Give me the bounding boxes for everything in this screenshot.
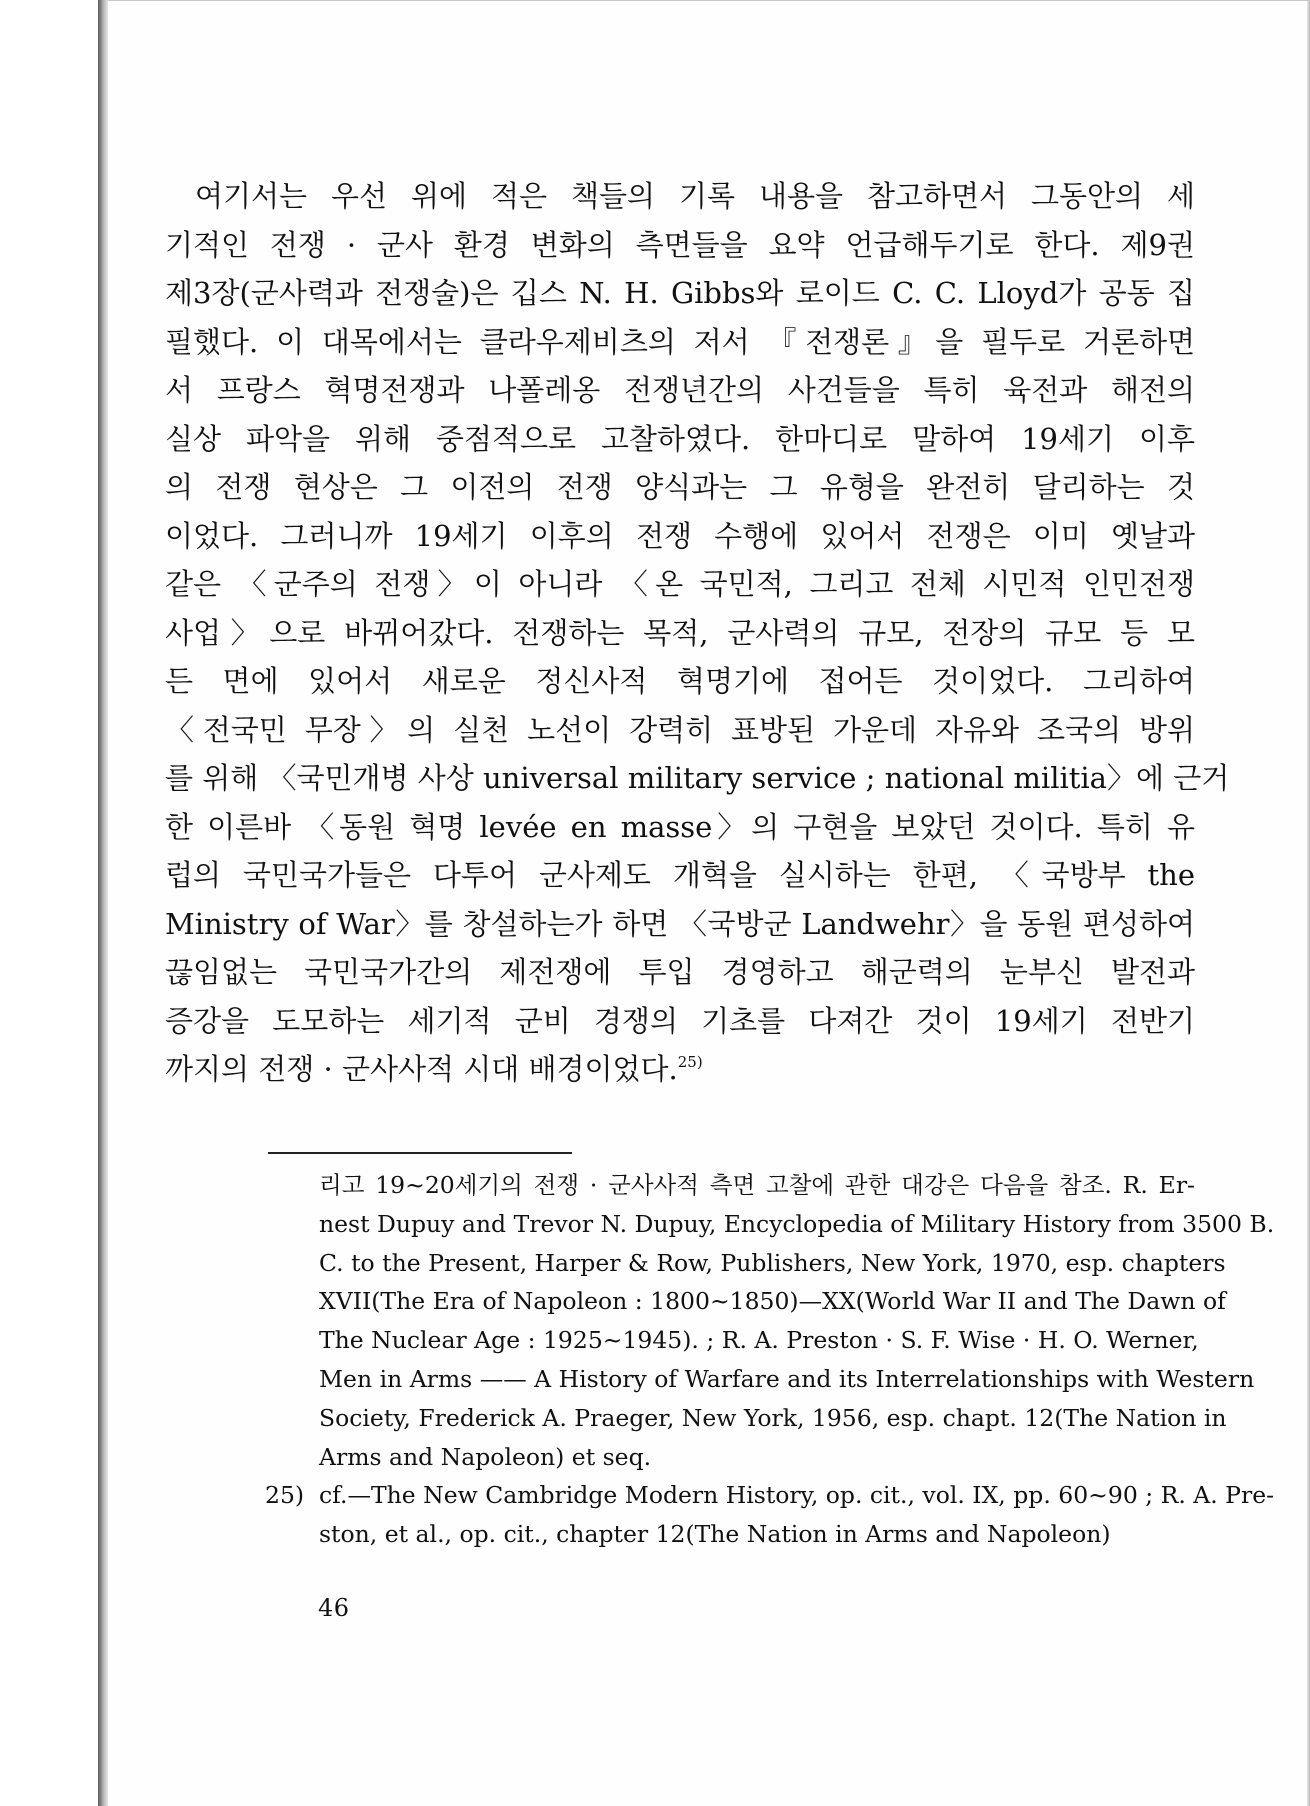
paragraph-line: 의 전쟁 현상은 그 이전의 전쟁 양식과는 그 유형을 완전히 달리하는 것 <box>165 470 1195 504</box>
paragraph-line: 한 이른바 〈동원 혁명 levée en masse〉의 구현을 보았던 것이다. 특히 유 <box>165 809 1195 844</box>
footnote-divider <box>268 1152 572 1154</box>
paragraph-line: 실상 파악을 위해 중점적으로 고찰하였다. 한마디로 말하여 19세기 이후 <box>165 421 1195 456</box>
paragraph-line: 여기서는 우선 위에 적은 책들의 기록 내용을 참고하면서 그동안의 세 <box>195 179 1195 213</box>
footnote-line: 리고 19~20세기의 전쟁 · 군사사적 측면 고찰에 관한 대강은 다음을 참조. R. Er- <box>319 1171 1195 1199</box>
paragraph-line: 럽의 국민국가들은 다투어 군사제도 개혁을 실시하는 한편, 〈국방부 the <box>165 858 1195 892</box>
paragraph-line: 이었다. 그러니까 19세기 이후의 전쟁 수행에 있어서 전쟁은 이미 옛날과 <box>165 518 1195 553</box>
paragraph-line: 끊임없는 국민국가간의 제전쟁에 투입 경영하고 해군력의 눈부신 발전과 <box>165 955 1195 989</box>
paragraph-line: Ministry of War〉를 창설하는가 하면 〈국방군 Landwehr〉을 동원 편성하여 <box>165 906 1195 941</box>
footnote-line-text: cf.—The New Cambridge Modern History, op. cit., vol. IX, pp. 60~90 ; R. A. Pre- <box>319 1481 1275 1510</box>
footnote-line: XVII(The Era of Napoleon : 1800~1850)—XX(World War II and The Dawn of <box>319 1287 1226 1316</box>
paragraph-line: 필했다. 이 대목에서는 클라우제비츠의 저서 『전쟁론』을 필두로 거론하면 <box>165 324 1195 359</box>
footnote-line: Men in Arms —— A History of Warfare and its Interrelationships with Western <box>319 1364 1255 1393</box>
paragraph-line: 든 면에 있어서 새로운 정신사적 혁명기에 접어든 것이었다. 그리하여 <box>165 664 1195 698</box>
footnote-line: The Nuclear Age : 1925~1945). ; R. A. Preston · S. F. Wise · H. O. Werner, <box>319 1326 1199 1355</box>
paragraph-line: 같은 〈군주의 전쟁〉이 아니라 〈온 국민적, 그리고 전체 시민적 인민전쟁 <box>165 567 1195 601</box>
footnote-number: 25) <box>265 1481 305 1510</box>
footnotes <box>265 1166 1275 1554</box>
paragraph-line: 〈전국민 무장〉의 실천 노선이 강력히 표방된 가운데 자유와 조국의 방위 <box>165 712 1195 747</box>
paragraph-line: 기적인 전쟁 · 군사 환경 변화의 측면들을 요약 언급해두기로 한다. 제9권 <box>165 227 1195 262</box>
paragraph-line-text: 까지의 전쟁 · 군사사적 시대 배경이었다. <box>165 1052 678 1086</box>
paragraph-line: 증강을 도모하는 세기적 군비 경쟁의 기초를 다져간 것이 19세기 전반기 <box>165 1003 1195 1038</box>
paragraph-line: 제3장(군사력과 전쟁술)은 깁스 N. H. Gibbs와 로이드 C. C. Lloyd가 공동 집 <box>165 276 1195 310</box>
book-spine-shadow <box>98 0 108 1806</box>
footnote-line: ston, et al., op. cit., chapter 12(The Nation in Arms and Napoleon) <box>319 1520 1111 1549</box>
page-gutter <box>0 0 98 1806</box>
footnote-line: C. to the Present, Harper & Row, Publishers, New York, 1970, esp. chapters <box>319 1248 1226 1277</box>
footnote-line: Arms and Napoleon) et seq. <box>319 1442 652 1471</box>
page-number: 46 <box>318 1594 350 1622</box>
footnote-line: nest Dupuy and Trevor N. Dupuy, Encyclopedia of Military History from 3500 B. <box>319 1209 1275 1238</box>
footnote-line: Society, Frederick A. Praeger, New York, 1956, esp. chapt. 12(The Nation in <box>319 1403 1227 1432</box>
footnote-25-first-line <box>265 1476 1275 1515</box>
paragraph-last-line <box>165 1045 1195 1094</box>
paragraph-line: 사업〉으로 바뀌어갔다. 전쟁하는 목적, 군사력의 규모, 전장의 규모 등 모 <box>165 615 1195 650</box>
footnote-reference[interactable]: 25) <box>677 1053 703 1071</box>
paragraph-line: 서 프랑스 혁명전쟁과 나폴레옹 전쟁년간의 사건들을 특히 육전과 해전의 <box>165 373 1195 407</box>
body-paragraph <box>165 172 1230 1094</box>
paragraph-line: 를 위해 〈국민개병 사상 universal military service ; national militia〉에 근거 <box>165 761 1230 795</box>
